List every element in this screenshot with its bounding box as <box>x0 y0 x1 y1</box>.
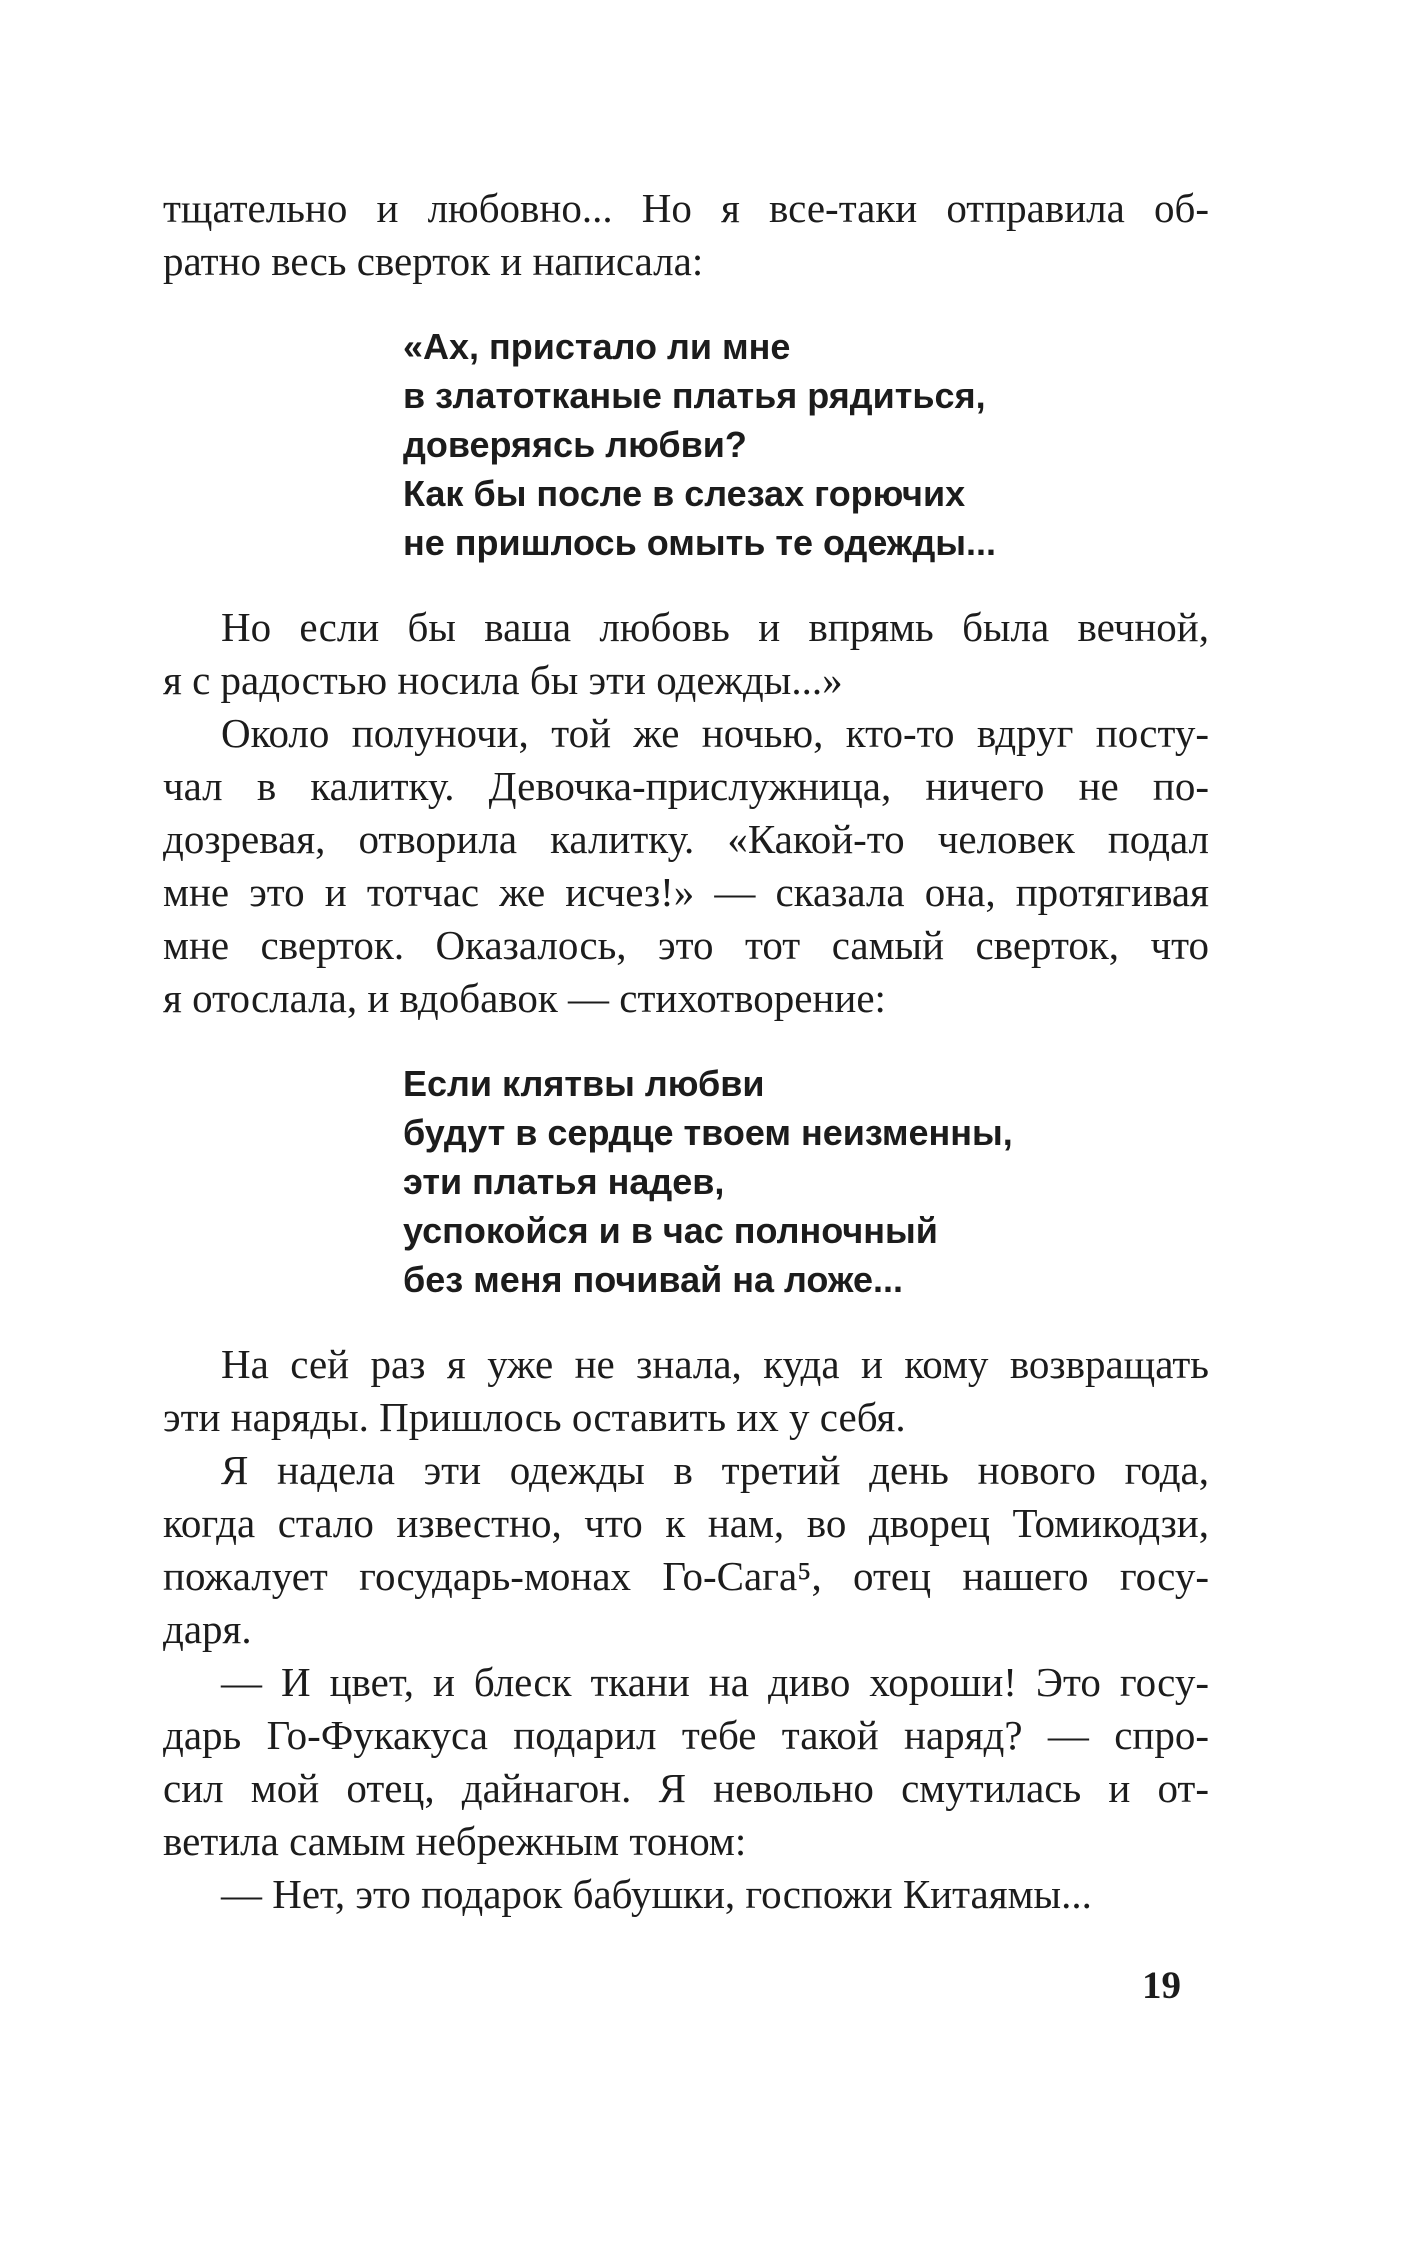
text-line: чал в калитку. Девочка-прислужница, ничего не по- <box>163 763 1209 809</box>
paragraph-answer <box>163 1868 1209 1921</box>
text-line: будут в сердце твоем неизменны, <box>403 1112 1013 1153</box>
text-line: — Нет, это подарок бабушки, госпожи Китаямы... <box>221 1871 1092 1917</box>
text-line: тщательно и любовно... Но я все-таки отправила об- <box>163 185 1209 231</box>
text-line: Но если бы ваша любовь и впрямь была вечной, <box>221 604 1209 650</box>
text-line: дозревая, отворила калитку. «Какой-то человек подал <box>163 816 1209 862</box>
paragraph-new-year <box>163 1444 1209 1656</box>
text-line: ратно весь сверток и написала: <box>163 238 704 284</box>
text-line: эти платья надев, <box>403 1161 725 1202</box>
text-line: без меня почивай на ложе... <box>403 1259 903 1300</box>
paragraph-intro <box>163 182 1209 288</box>
text-line: ветила самым небрежным тоном: <box>163 1818 747 1864</box>
text-line: Как бы после в слезах горючих <box>403 473 966 514</box>
paragraph-father-question <box>163 1656 1209 1868</box>
text-line: эти наряды. Пришлось оставить их у себя. <box>163 1394 906 1440</box>
text-line: Около полуночи, той же ночью, кто-то вдруг посту- <box>221 710 1209 756</box>
paragraph-reply <box>163 601 1209 707</box>
text-line: мне это и тотчас же исчез!» — сказала она, протягивая <box>163 869 1209 915</box>
text-line: «Ах, пристало ли мне <box>403 326 791 367</box>
text-line: На сей раз я уже не знала, куда и кому возвращать <box>221 1341 1209 1387</box>
text-line: Я надела эти одежды в третий день нового года, <box>221 1447 1209 1493</box>
text-block <box>163 182 1209 2008</box>
text-line: дарь Го-Фукакуса подарил тебе такой наряд? — спро- <box>163 1712 1209 1758</box>
text-line: не пришлось омыть те одежды... <box>403 522 997 563</box>
text-line: Если клятвы любви <box>403 1063 765 1104</box>
text-line: успокойся и в час полночный <box>403 1210 938 1251</box>
text-line: сил мой отец, дайнагон. Я невольно смутилась и от- <box>163 1765 1209 1811</box>
paragraph-midnight <box>163 707 1209 1025</box>
text-line: в златотканые платья рядиться, <box>403 375 986 416</box>
text-line: я с радостью носила бы эти одежды...» <box>163 657 843 703</box>
text-line: я отослала, и вдобавок — стихотворение: <box>163 975 886 1021</box>
text-line: мне сверток. Оказалось, это тот самый сверток, что <box>163 922 1209 968</box>
poem-first <box>403 322 1209 567</box>
paragraph-keep-clothes <box>163 1338 1209 1444</box>
text-line: пожалует государь-монах Го-Сага⁵, отец нашего госу- <box>163 1553 1209 1599</box>
text-line: доверяясь любви? <box>403 424 747 465</box>
text-line: когда стало известно, что к нам, во дворец Томикодзи, <box>163 1500 1209 1546</box>
text-line: даря. <box>163 1606 252 1652</box>
text-line: — И цвет, и блеск ткани на диво хороши! Это госу- <box>221 1659 1209 1705</box>
poem-second <box>403 1059 1209 1304</box>
page-number: 19 <box>1142 1964 1181 2007</box>
